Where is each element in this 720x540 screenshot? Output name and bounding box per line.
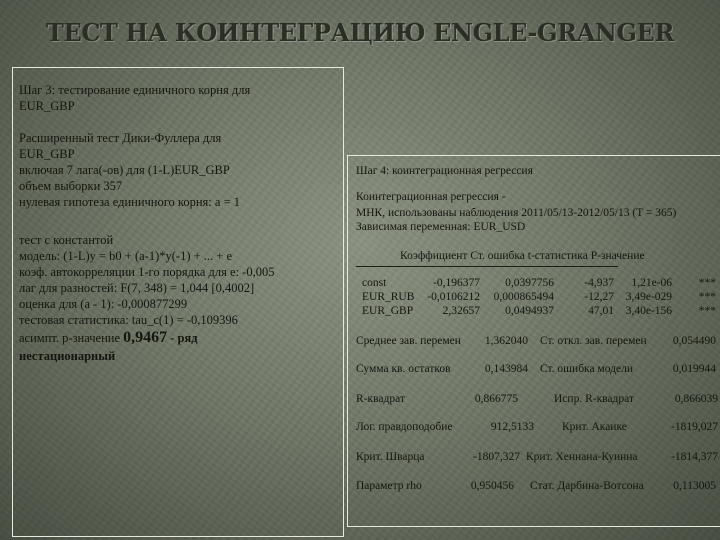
stat-value: 912,5133	[490, 421, 534, 433]
row-stars: ***	[698, 305, 716, 317]
pvalue-value: 0,9467	[123, 329, 168, 346]
text-line: тест с константой	[19, 233, 114, 247]
text-line: EUR_GBP	[19, 147, 75, 161]
row-t: -4,937	[584, 277, 614, 289]
slide-title: ТЕСТ НА КОИНТЕГРАЦИЮ ENGLE-GRANGER	[45, 18, 674, 47]
stat-label: Крит. Шварца	[356, 451, 425, 463]
stat-label: Испр. R-квадрат	[554, 393, 634, 405]
cointegration-regression-panel	[347, 155, 720, 527]
stat-label: Сумма кв. остатков	[356, 363, 451, 375]
row-name: EUR_RUB	[362, 291, 415, 303]
text-line: Расширенный тест Дики-Фуллера для	[19, 131, 222, 145]
stat-label: Среднее зав. перемен	[356, 335, 461, 347]
step-heading: Шаг 4: коинтеграционная регрессия	[356, 165, 533, 177]
text-line: коэф. автокорреляции 1-го порядка для e: -0,005	[19, 265, 275, 279]
stat-label: Лог. правдоподобие	[356, 421, 453, 433]
stat-value: 1,362040	[484, 335, 528, 347]
text-line: EUR_GBP	[19, 99, 75, 113]
row-stars: ***	[698, 291, 716, 303]
text-line: нулевая гипотеза единичного корня: a = 1	[19, 195, 241, 209]
row-se: 0,000865494	[493, 291, 554, 303]
row-se: 0,0494937	[505, 305, 554, 317]
stat-value: 0,866775	[474, 393, 518, 405]
text-line: оценка для (a - 1): -0,000877299	[19, 297, 188, 311]
table-rule	[356, 266, 618, 267]
text-line: лаг для разностей: F(7, 348) = 1,044 [0,4002]	[19, 281, 255, 295]
row-p: 3,49e-029	[625, 291, 672, 303]
stat-value: 0,113005	[673, 480, 716, 492]
text-line: объем выборки 357	[19, 179, 123, 193]
pvalue-line	[19, 330, 198, 346]
stat-label: Крит. Хеннана-Куинна	[526, 451, 638, 463]
unit-root-test-panel	[12, 67, 344, 537]
header-line: Зависимая переменная: EUR_USD	[356, 221, 526, 233]
row-t: -12,27	[584, 291, 614, 303]
row-coef: -0,0106212	[427, 291, 480, 303]
text-line: включая 7 лага(-ов) для (1-L)EUR_GBP	[19, 163, 230, 177]
row-t: 47,01	[588, 305, 614, 317]
stat-value: -1814,377	[671, 451, 718, 463]
stat-value: 0,143984	[484, 363, 528, 375]
pvalue-prefix: асимпт. р-значение	[19, 331, 121, 345]
row-coef: 2,32657	[442, 305, 480, 317]
stat-label: Крит. Акаике	[562, 421, 627, 433]
row-coef: -0,196377	[433, 277, 480, 289]
header-line: МНК, использованы наблюдения 2011/05/13-2012/05/13 (T = 365)	[356, 207, 677, 219]
text-line: тестовая статистика: tau_c(1) = -0,109396	[19, 313, 238, 327]
stat-label: Ст. ошибка модели	[540, 363, 633, 375]
text-line: Шаг 3: тестирование единичного корня для	[19, 83, 251, 97]
stat-value: 0,019944	[672, 363, 716, 375]
stat-label: R-квадрат	[356, 393, 405, 405]
text-line: модель: (1-L)y = b0 + (a-1)*y(-1) + ... + e	[19, 249, 233, 263]
row-stars: ***	[698, 277, 716, 289]
stat-value: -1819,027	[671, 421, 718, 433]
stat-value: -1807,327	[473, 451, 520, 463]
row-name: EUR_GBP	[362, 305, 414, 317]
conclusion-text: нестационарный	[19, 349, 116, 363]
header-line: Коинтеграционная регрессия -	[356, 191, 506, 203]
table-header: Коэффициент Ст. ошибка t-статистика P-значение	[400, 250, 645, 262]
stat-value: 0,950456	[470, 480, 514, 492]
stat-value: 0,866039	[674, 393, 718, 405]
stat-label: Параметр rho	[356, 480, 422, 492]
row-p: 1,21e-06	[631, 277, 672, 289]
row-name: const	[362, 277, 387, 289]
stat-value: 0,054490	[672, 335, 716, 347]
row-se: 0,0397756	[505, 277, 554, 289]
row-p: 3,40e-156	[625, 305, 672, 317]
stat-label: Стат. Дарбина-Вотсона	[530, 480, 644, 492]
stat-label: Ст. откл. зав. перемен	[540, 335, 647, 347]
pvalue-suffix: - ряд	[170, 331, 198, 345]
